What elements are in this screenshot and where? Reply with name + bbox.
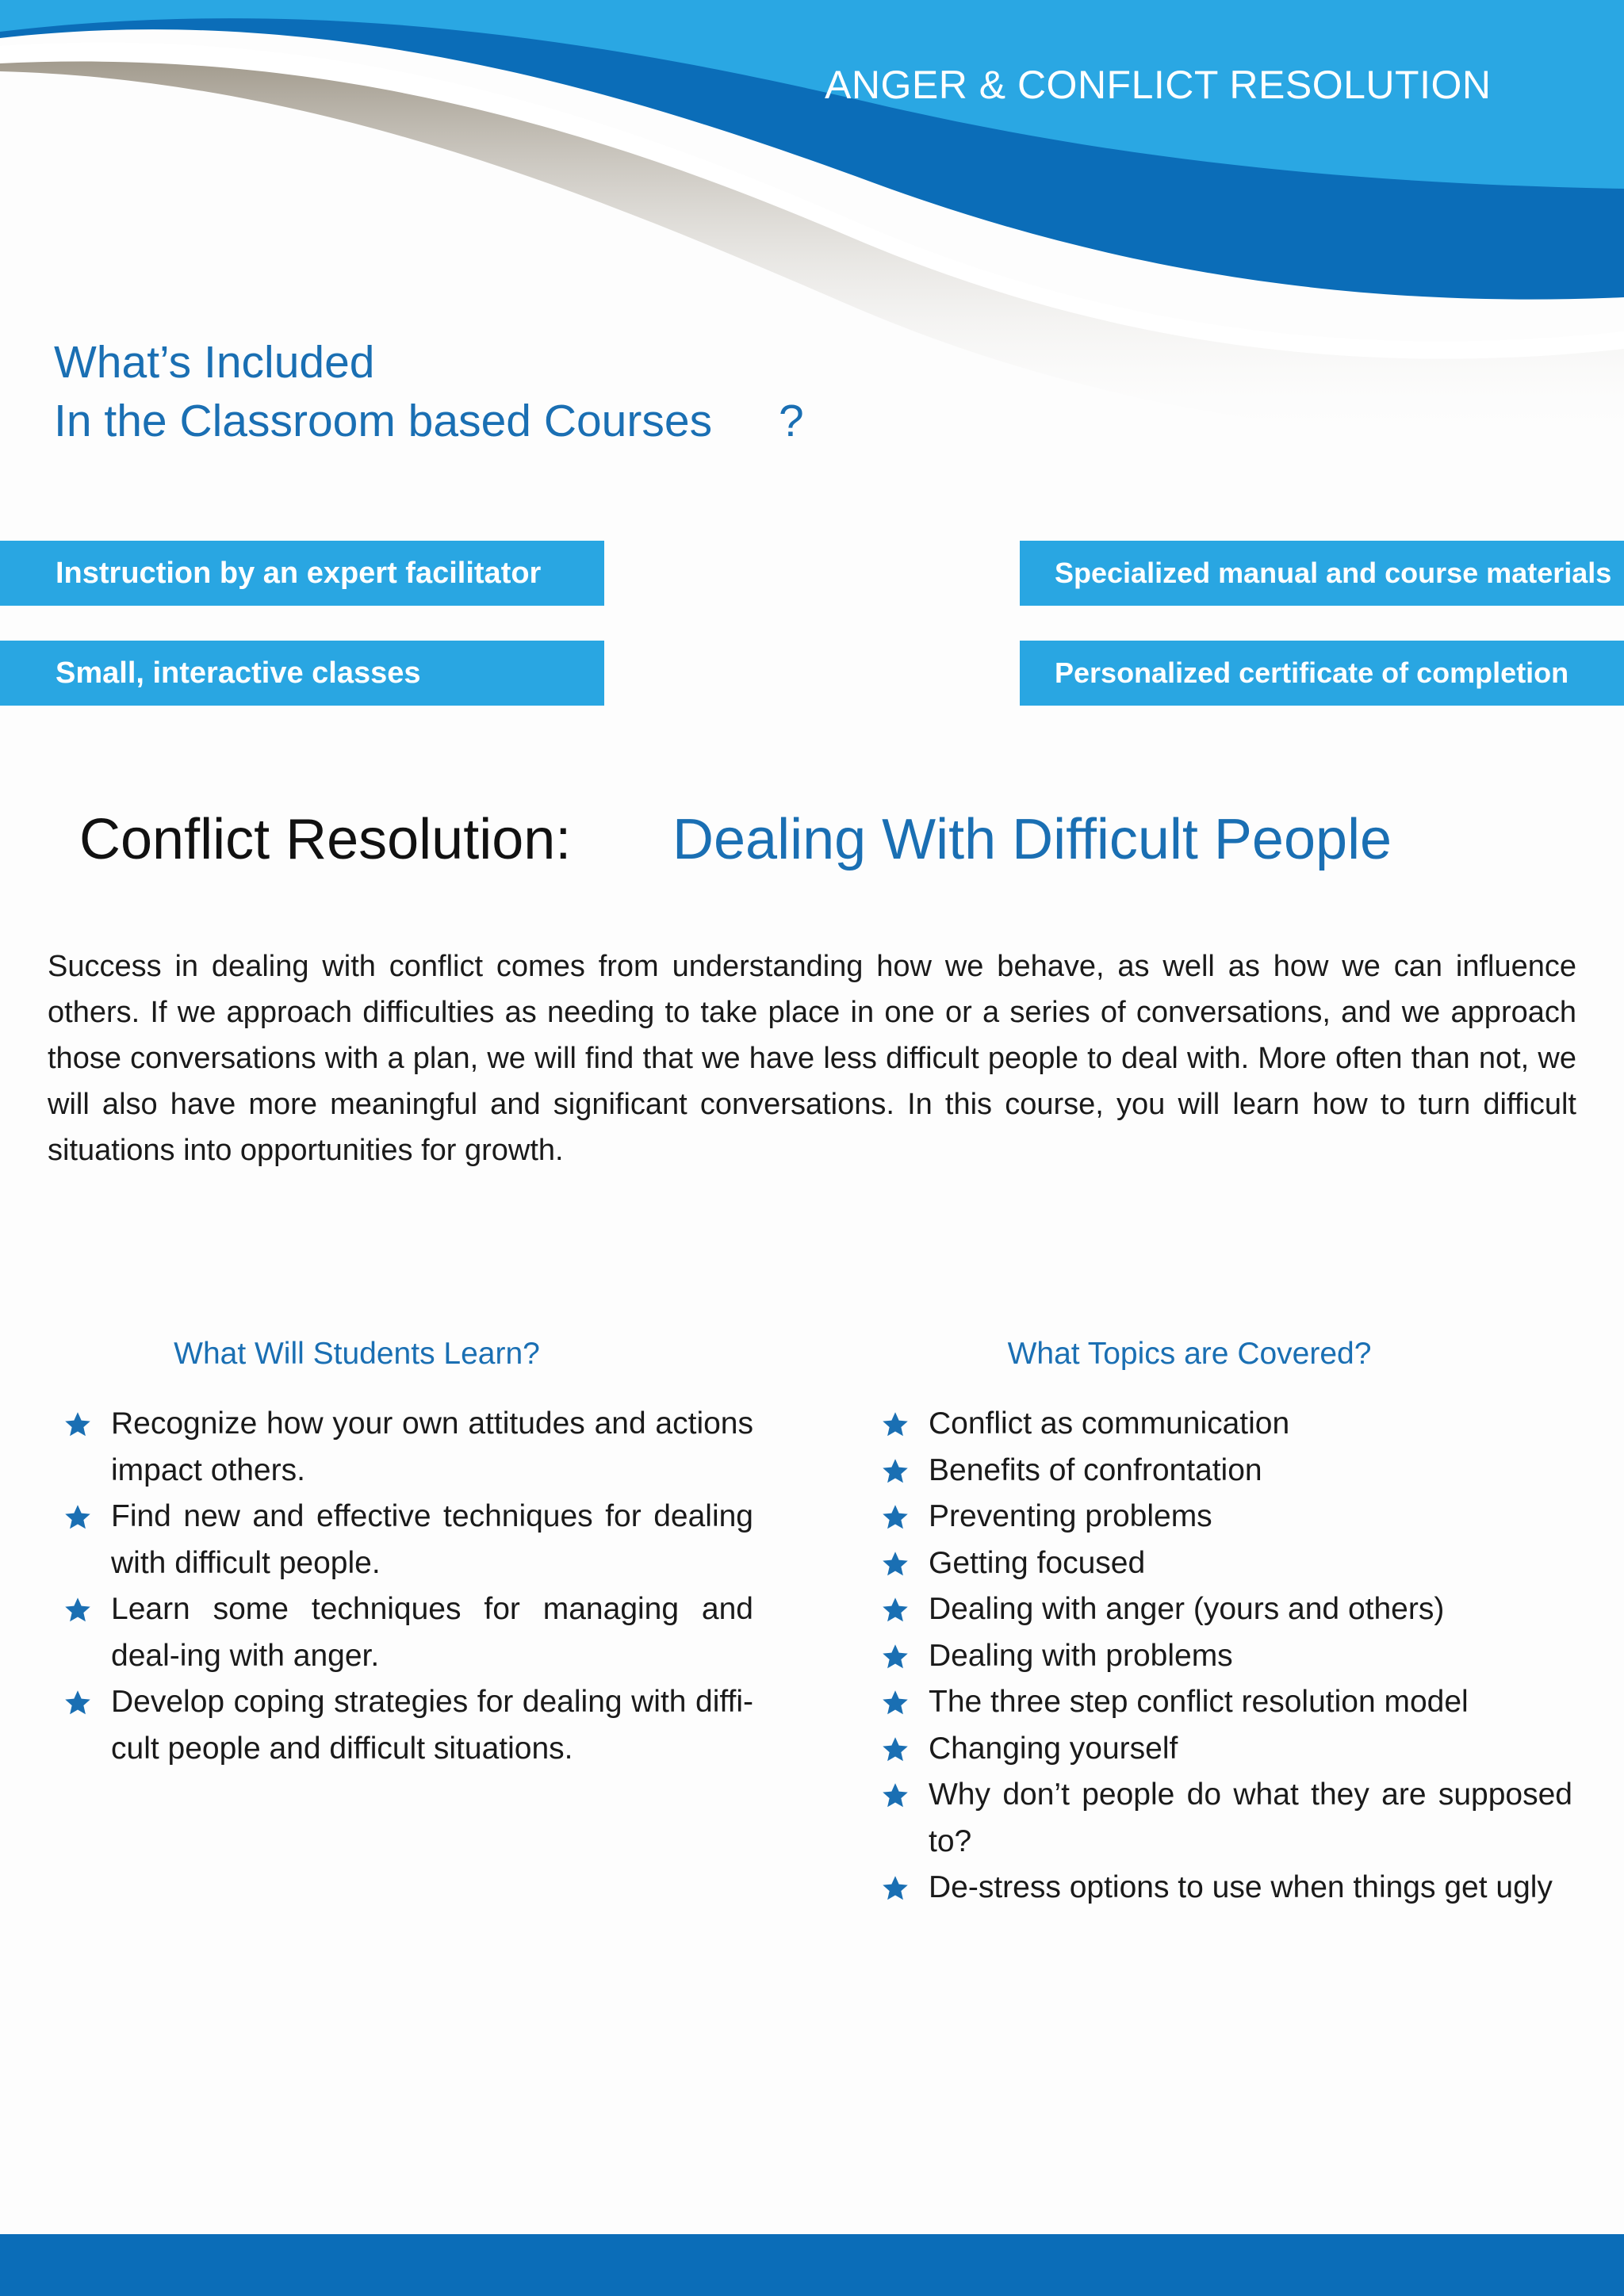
list-item bbox=[881, 1494, 1572, 1540]
list-item-text: Develop coping strategies for dealing with diffi-cult people and difficult situations. bbox=[111, 1685, 753, 1766]
learn-list bbox=[63, 1401, 753, 1772]
course-title: Dealing With Difficult People bbox=[672, 808, 1392, 871]
included-heading-line1: What’s Included bbox=[54, 337, 375, 388]
list-item-text: The three step conflict resolution model bbox=[929, 1685, 1469, 1719]
list-item-text: Why don’t people do what they are supposed to? bbox=[929, 1777, 1572, 1858]
list-item-text: Benefits of confrontation bbox=[929, 1452, 1262, 1487]
star-bullet-icon bbox=[881, 1503, 910, 1532]
star-bullet-icon bbox=[881, 1689, 910, 1717]
header-title: ANGER & CONFLICT RESOLUTION bbox=[825, 63, 1492, 107]
topics-heading: What Topics are Covered? bbox=[1007, 1337, 1372, 1371]
star-bullet-icon bbox=[881, 1410, 910, 1439]
list-item-text: Preventing problems bbox=[929, 1499, 1212, 1533]
feature-small-classes: Small, interactive classes bbox=[0, 641, 604, 706]
star-bullet-icon bbox=[881, 1643, 910, 1671]
list-item-text: Find new and effective techniques for dealing with difficult people. bbox=[111, 1499, 753, 1580]
learn-heading: What Will Students Learn? bbox=[174, 1337, 540, 1371]
list-item bbox=[881, 1865, 1572, 1911]
included-heading-line2: In the Classroom based Courses bbox=[54, 396, 713, 446]
list-item-text: Learn some techniques for managing and deal-ing with anger. bbox=[111, 1592, 753, 1673]
list-item bbox=[63, 1586, 753, 1679]
star-bullet-icon bbox=[881, 1596, 910, 1624]
list-item-text: Conflict as communication bbox=[929, 1406, 1290, 1441]
star-bullet-icon bbox=[881, 1457, 910, 1486]
list-item bbox=[881, 1772, 1572, 1865]
list-item bbox=[881, 1679, 1572, 1726]
list-item bbox=[881, 1448, 1572, 1494]
list-item-text: Dealing with problems bbox=[929, 1638, 1233, 1673]
list-item bbox=[881, 1540, 1572, 1587]
list-item-text: Changing yourself bbox=[929, 1731, 1178, 1766]
star-bullet-icon bbox=[63, 1503, 92, 1532]
list-item bbox=[881, 1633, 1572, 1680]
list-item bbox=[63, 1494, 753, 1586]
feature-course-materials: Specialized manual and course materials bbox=[1020, 541, 1624, 606]
star-bullet-icon bbox=[881, 1874, 910, 1903]
star-bullet-icon bbox=[881, 1735, 910, 1764]
star-bullet-icon bbox=[63, 1689, 92, 1717]
course-label: Conflict Resolution: bbox=[79, 808, 572, 871]
feature-certificate: Personalized certificate of completion bbox=[1020, 641, 1624, 706]
star-bullet-icon bbox=[881, 1550, 910, 1578]
star-bullet-icon bbox=[63, 1410, 92, 1439]
list-item bbox=[881, 1401, 1572, 1448]
footer-bar bbox=[0, 2234, 1624, 2296]
list-item bbox=[63, 1401, 753, 1494]
star-bullet-icon bbox=[63, 1596, 92, 1624]
list-item-text: De-stress options to use when things get ugly bbox=[929, 1870, 1553, 1904]
list-item bbox=[881, 1726, 1572, 1773]
list-item bbox=[63, 1679, 753, 1772]
topics-list bbox=[881, 1401, 1572, 1911]
list-item bbox=[881, 1586, 1572, 1633]
list-item-text: Getting focused bbox=[929, 1545, 1146, 1580]
included-question-mark: ? bbox=[779, 396, 804, 446]
list-item-text: Recognize how your own attitudes and actions impact others. bbox=[111, 1406, 753, 1487]
list-item-text: Dealing with anger (yours and others) bbox=[929, 1592, 1445, 1626]
course-description: Success in dealing with conflict comes from understanding how we behave, as well as how we can influence others. If we approach difficulties as needing to take place in one or a series of conversations, and we approach those conversations with a plan, we will find that we have less difficult people to deal with. More often than not, we will also have more meaningful and significant conversations. In this course, you will learn how to turn difficult situations into opportunities for growth. bbox=[48, 950, 1576, 1167]
feature-expert-facilitator: Instruction by an expert facilitator bbox=[0, 541, 604, 606]
star-bullet-icon bbox=[881, 1781, 910, 1810]
